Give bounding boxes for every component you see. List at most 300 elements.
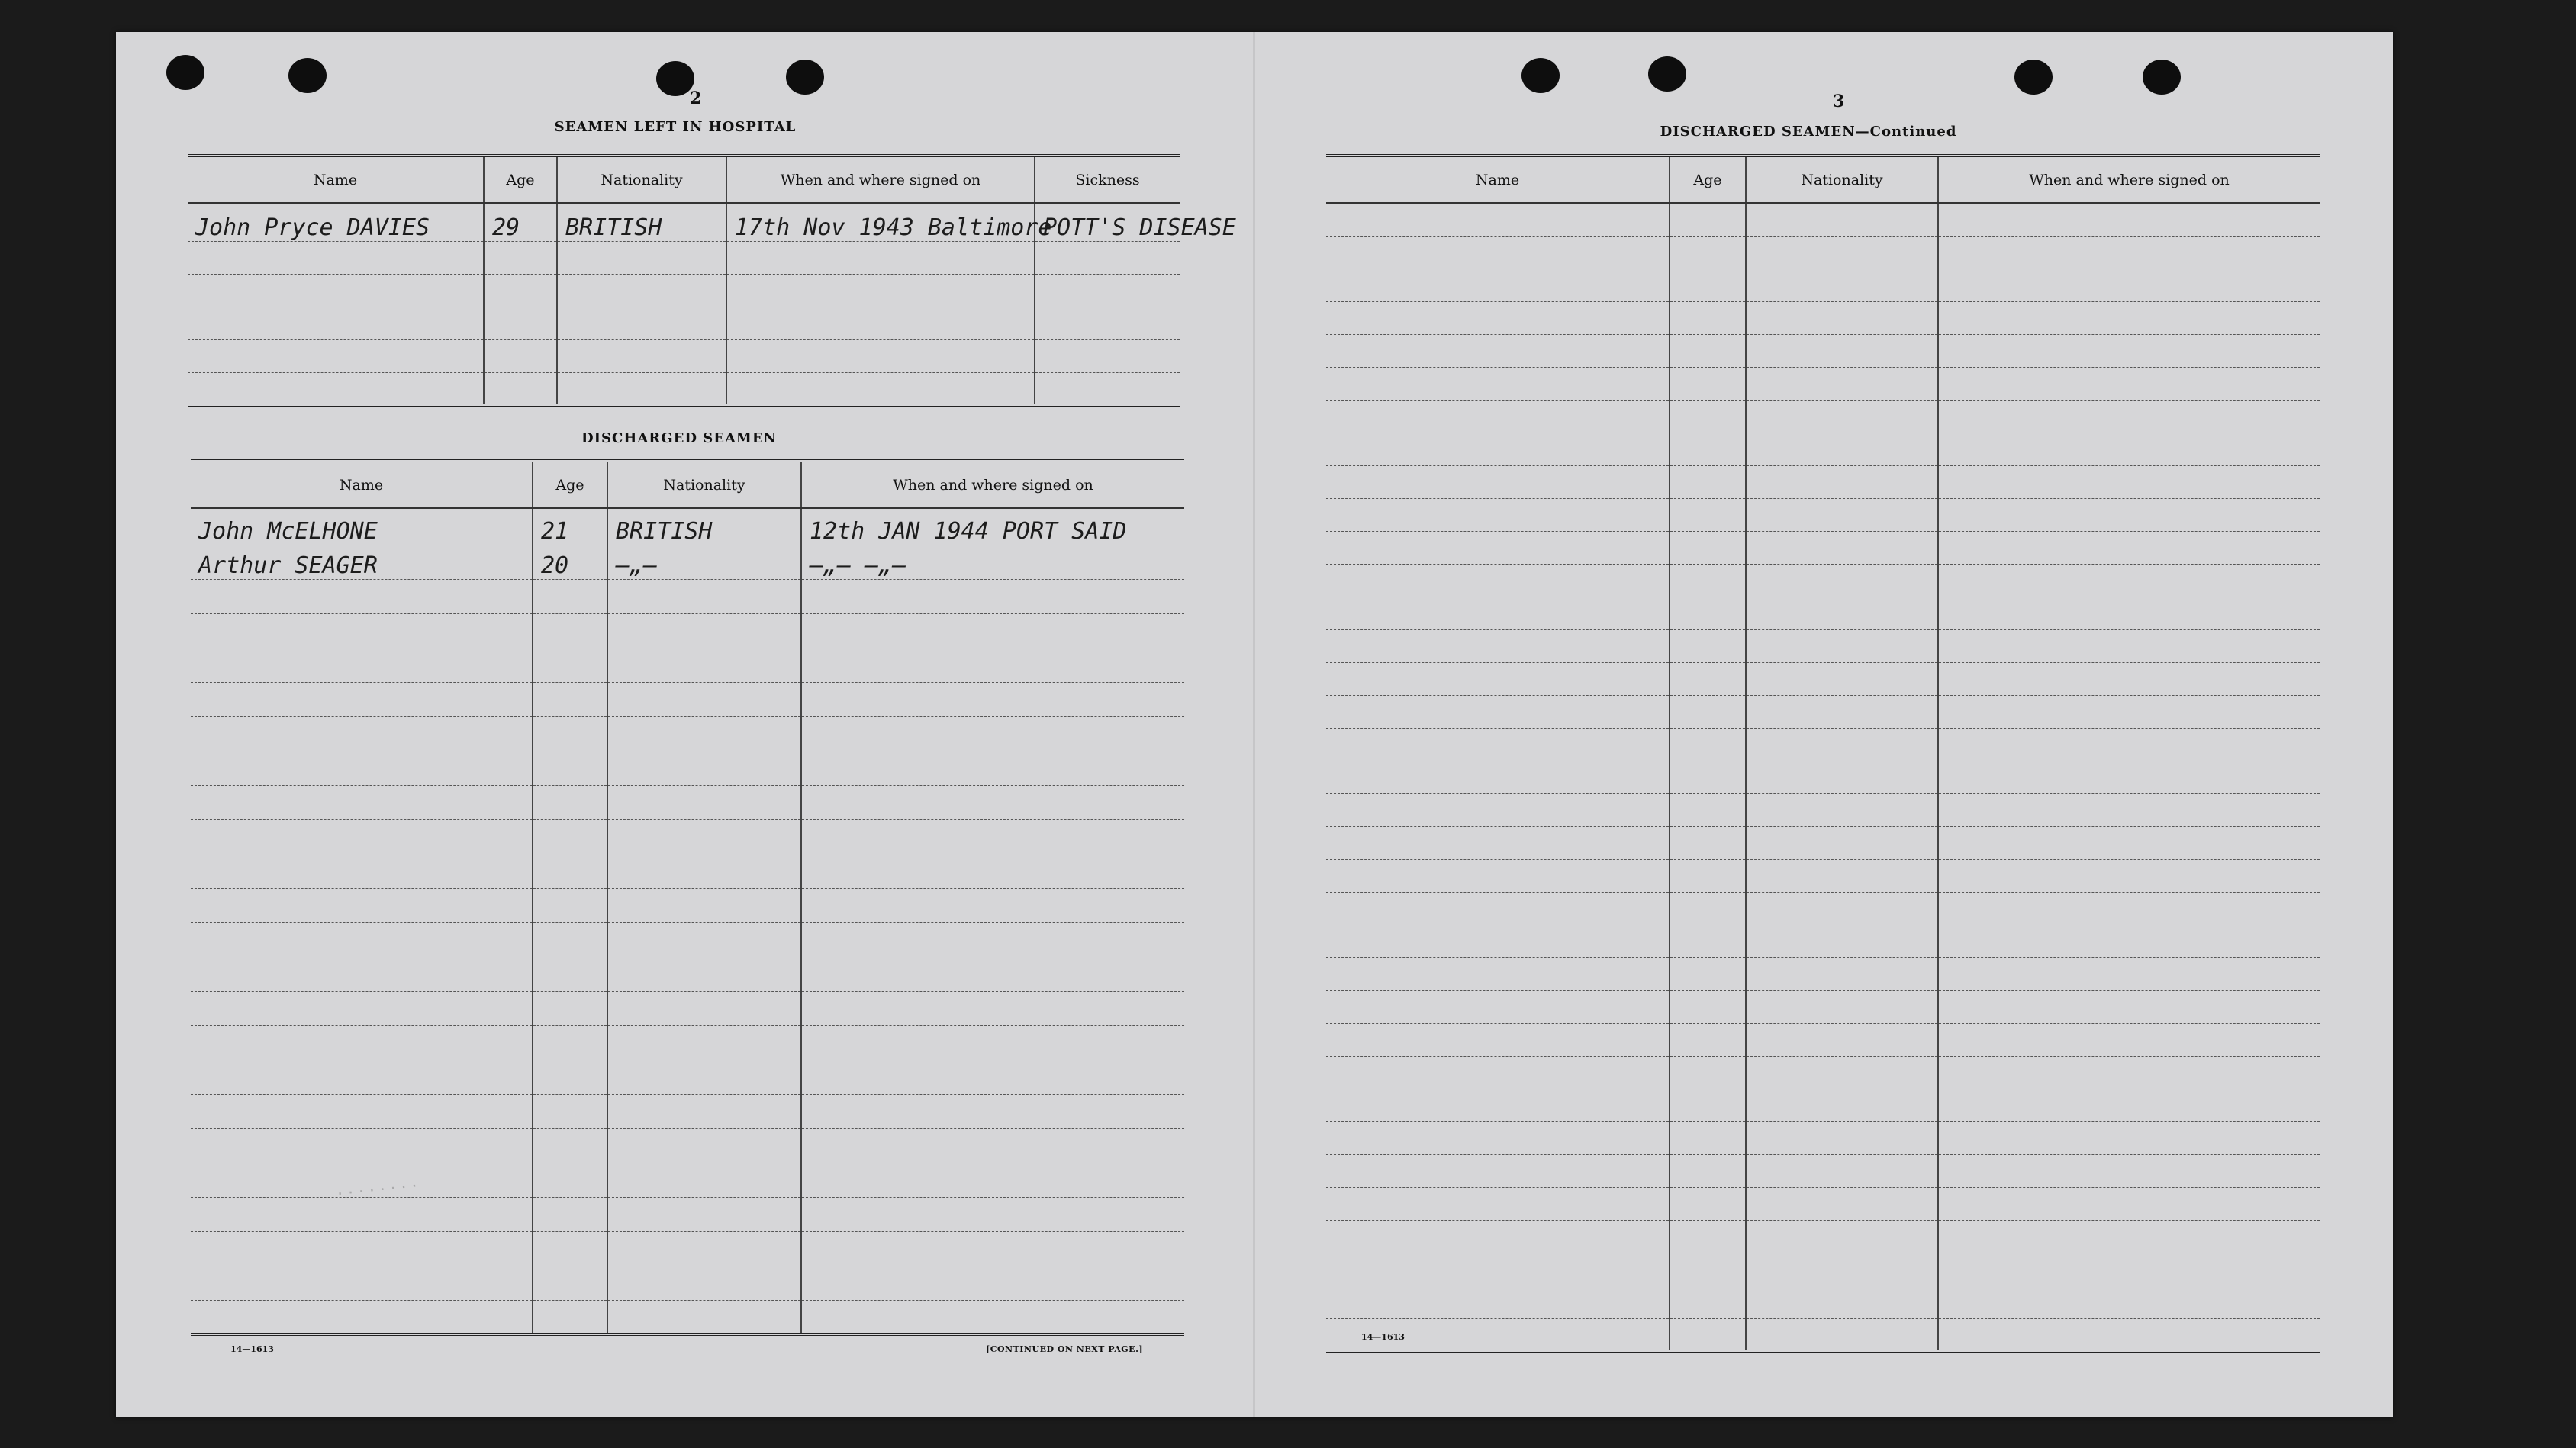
cell-signed-on [1938, 1154, 2320, 1187]
cell-signed-on [1938, 1023, 2320, 1056]
cell-age [1670, 1220, 1746, 1253]
cell-signed-on [801, 1163, 1184, 1197]
cell-signed-on: 17th Nov 1943 Baltimore [726, 203, 1035, 241]
cell-name [191, 1231, 533, 1266]
cell-signed-on [1938, 826, 2320, 859]
cell-age [1670, 925, 1746, 957]
cell-signed-on [1938, 498, 2320, 531]
cell-name [188, 372, 484, 405]
cell-name [191, 991, 533, 1025]
cell-name [1326, 203, 1670, 236]
cell-age [1670, 1056, 1746, 1089]
table-row [1326, 334, 2320, 367]
cell-name [1326, 957, 1670, 990]
form-number-left: 14—1613 [230, 1344, 274, 1354]
cell-age [1670, 1253, 1746, 1286]
table-row [191, 1094, 1184, 1128]
col-header-age: Age [484, 156, 557, 203]
table-row [1326, 203, 2320, 236]
table-row [1326, 957, 2320, 990]
cell-name [1326, 1121, 1670, 1154]
table-header-row [191, 461, 1184, 508]
table-row [191, 716, 1184, 751]
cell-name [191, 716, 533, 751]
cell-signed-on [801, 579, 1184, 613]
cell-age [1670, 531, 1746, 564]
table-row [1326, 892, 2320, 925]
table-row [1326, 367, 2320, 400]
table-row [1326, 531, 2320, 564]
cell-nationality [607, 957, 801, 991]
table-row [191, 957, 1184, 991]
col-header-signed-on: When and where signed on [1938, 156, 2320, 203]
table-row [1326, 1187, 2320, 1220]
cell-name [191, 1094, 533, 1128]
table-row [1326, 1121, 2320, 1154]
cell-signed-on [1938, 662, 2320, 695]
cell-signed-on [726, 339, 1035, 372]
cell-signed-on: –„– –„– [801, 545, 1184, 579]
cell-name [1326, 1286, 1670, 1318]
cell-name [191, 819, 533, 854]
table-row [188, 372, 1180, 405]
cell-name [188, 241, 484, 274]
table-row [191, 648, 1184, 682]
cell-age [533, 613, 607, 648]
table-row [191, 1060, 1184, 1094]
cell-age [533, 785, 607, 819]
cell-signed-on [1938, 1220, 2320, 1253]
table-row [191, 545, 1184, 579]
col-header-sickness: Sickness [1035, 156, 1180, 203]
cell-name [1326, 1253, 1670, 1286]
cell-name [191, 751, 533, 785]
cell-age [1670, 334, 1746, 367]
cell-signed-on [1938, 564, 2320, 597]
cell-signed-on [1938, 629, 2320, 662]
cell-nationality [607, 716, 801, 751]
cell-signed-on [1938, 269, 2320, 301]
cell-name [1326, 1220, 1670, 1253]
cell-name [1326, 728, 1670, 761]
cell-nationality [1746, 1089, 1938, 1121]
cell-name [1326, 990, 1670, 1023]
table-row [1326, 629, 2320, 662]
table-row [1326, 793, 2320, 826]
cell-sickness: POTT'S DISEASE [1035, 203, 1180, 241]
cell-nationality [607, 682, 801, 716]
cell-nationality [1746, 465, 1938, 498]
table-row [1326, 236, 2320, 269]
table-row [188, 274, 1180, 307]
cell-signed-on [1938, 990, 2320, 1023]
cell-signed-on [801, 888, 1184, 922]
cell-signed-on [1938, 400, 2320, 433]
form-number-right: 14—1613 [1361, 1332, 1405, 1342]
cell-age [1670, 859, 1746, 892]
cell-age [484, 241, 557, 274]
cell-age [1670, 892, 1746, 925]
continued-note: [CONTINUED ON NEXT PAGE.] [986, 1344, 1144, 1354]
cell-signed-on [726, 274, 1035, 307]
table-row [191, 508, 1184, 545]
cell-signed-on [801, 1197, 1184, 1231]
faded-stamp-mark: · · · · · · · · [336, 1176, 418, 1205]
cell-nationality [607, 854, 801, 888]
table-row [1326, 400, 2320, 433]
cell-nationality [557, 241, 726, 274]
cell-age [533, 957, 607, 991]
page-fold [1253, 32, 1255, 1417]
cell-name [1326, 1187, 1670, 1220]
table-row [1326, 498, 2320, 531]
cell-nationality [1746, 695, 1938, 728]
cell-signed-on [1938, 1089, 2320, 1121]
table-row [191, 854, 1184, 888]
punch-hole [2143, 60, 2181, 95]
cell-nationality [1746, 531, 1938, 564]
cell-name [191, 1266, 533, 1300]
cell-age [1670, 826, 1746, 859]
cell-age: 21 [533, 508, 607, 545]
table-row [191, 922, 1184, 957]
discharged-continued-title: DISCHARGED SEAMEN—Continued [1660, 124, 1957, 140]
col-header-nationality: Nationality [1746, 156, 1938, 203]
cell-name [191, 613, 533, 648]
cell-signed-on [1938, 925, 2320, 957]
table-row [188, 307, 1180, 339]
cell-name [191, 785, 533, 819]
cell-signed-on [1938, 531, 2320, 564]
table-row [1326, 269, 2320, 301]
col-header-name: Name [1326, 156, 1670, 203]
cell-nationality [1746, 367, 1938, 400]
cell-name [1326, 269, 1670, 301]
cell-signed-on [1938, 728, 2320, 761]
cell-nationality [607, 1094, 801, 1128]
cell-age [533, 1094, 607, 1128]
table-row [191, 751, 1184, 785]
cell-name [1326, 531, 1670, 564]
cell-nationality: –„– [607, 545, 801, 579]
cell-nationality [607, 1128, 801, 1163]
table-row [1326, 859, 2320, 892]
cell-age: 20 [533, 545, 607, 579]
table-row [188, 241, 1180, 274]
col-header-signed-on: When and where signed on [726, 156, 1035, 203]
cell-signed-on [801, 751, 1184, 785]
cell-signed-on [801, 785, 1184, 819]
cell-signed-on [1938, 892, 2320, 925]
table-row [1326, 1089, 2320, 1121]
cell-nationality [1746, 1121, 1938, 1154]
cell-signed-on [801, 1266, 1184, 1300]
table-row [188, 203, 1180, 241]
cell-nationality [607, 991, 801, 1025]
cell-age [1670, 793, 1746, 826]
cell-nationality [557, 339, 726, 372]
cell-name [1326, 400, 1670, 433]
cell-signed-on [1938, 367, 2320, 400]
cell-nationality [1746, 761, 1938, 793]
cell-sickness [1035, 241, 1180, 274]
cell-signed-on [1938, 597, 2320, 629]
table-header-row [188, 156, 1180, 203]
cell-name [191, 888, 533, 922]
cell-name [1326, 629, 1670, 662]
cell-signed-on [801, 922, 1184, 957]
cell-name [1326, 892, 1670, 925]
table-row [191, 1300, 1184, 1334]
cell-nationality [1746, 629, 1938, 662]
cell-name [191, 1128, 533, 1163]
cell-age [533, 1197, 607, 1231]
table-row [1326, 728, 2320, 761]
cell-age [1670, 990, 1746, 1023]
cell-sickness [1035, 274, 1180, 307]
cell-nationality [557, 307, 726, 339]
cell-nationality [1746, 1220, 1938, 1253]
cell-age [1670, 695, 1746, 728]
table-row [1326, 1023, 2320, 1056]
cell-signed-on [801, 1128, 1184, 1163]
cell-name [1326, 826, 1670, 859]
cell-nationality [1746, 1023, 1938, 1056]
cell-name [1326, 859, 1670, 892]
cell-nationality [607, 1060, 801, 1094]
cell-signed-on [801, 819, 1184, 854]
table-row [1326, 1286, 2320, 1318]
cell-name [1326, 597, 1670, 629]
cell-name [1326, 465, 1670, 498]
cell-signed-on [1938, 695, 2320, 728]
cell-name [1326, 1154, 1670, 1187]
cell-name [1326, 334, 1670, 367]
cell-age [1670, 465, 1746, 498]
cell-age [1670, 1286, 1746, 1318]
cell-name [1326, 498, 1670, 531]
cell-nationality [607, 1266, 801, 1300]
table-row [1326, 925, 2320, 957]
punch-hole [1521, 58, 1560, 93]
page-number-right: 3 [1833, 92, 1845, 111]
cell-name [191, 1060, 533, 1094]
cell-signed-on [1938, 761, 2320, 793]
table-row [191, 785, 1184, 819]
cell-signed-on [801, 854, 1184, 888]
table-row [188, 339, 1180, 372]
cell-nationality [557, 274, 726, 307]
table-row [1326, 1318, 2320, 1351]
cell-name [1326, 925, 1670, 957]
cell-signed-on [1938, 1187, 2320, 1220]
cell-age [533, 1025, 607, 1060]
cell-name [1326, 564, 1670, 597]
table-header-row [1326, 156, 2320, 203]
cell-nationality [607, 613, 801, 648]
col-header-signed-on: When and where signed on [801, 461, 1184, 508]
col-header-name: Name [191, 461, 533, 508]
cell-age [1670, 1154, 1746, 1187]
cell-nationality [1746, 433, 1938, 465]
cell-signed-on [1938, 793, 2320, 826]
cell-nationality [1746, 1253, 1938, 1286]
cell-age [1670, 367, 1746, 400]
cell-signed-on [1938, 957, 2320, 990]
cell-name [188, 339, 484, 372]
cell-age [1670, 1318, 1746, 1351]
cell-age [533, 1128, 607, 1163]
cell-age [1670, 203, 1746, 236]
cell-name [1326, 433, 1670, 465]
cell-name [191, 648, 533, 682]
cell-signed-on [1938, 1286, 2320, 1318]
cell-nationality [1746, 925, 1938, 957]
cell-nationality [607, 579, 801, 613]
cell-age [1670, 236, 1746, 269]
cell-age [1670, 301, 1746, 334]
table-row [1326, 433, 2320, 465]
cell-name [191, 682, 533, 716]
table-row [191, 1128, 1184, 1163]
cell-signed-on [801, 957, 1184, 991]
cell-nationality [607, 888, 801, 922]
cell-age [533, 1300, 607, 1334]
cell-nationality [607, 751, 801, 785]
cell-signed-on [801, 1231, 1184, 1266]
punch-hole [2014, 60, 2053, 95]
cell-age [533, 716, 607, 751]
document-sheet [116, 32, 2393, 1417]
cell-signed-on [726, 372, 1035, 405]
cell-nationality [607, 1025, 801, 1060]
cell-age [533, 751, 607, 785]
cell-nationality [1746, 400, 1938, 433]
cell-age [1670, 957, 1746, 990]
cell-age [1670, 761, 1746, 793]
cell-nationality [1746, 334, 1938, 367]
cell-name [191, 579, 533, 613]
cell-age [533, 1060, 607, 1094]
punch-hole [166, 55, 204, 90]
cell-age [533, 1266, 607, 1300]
cell-name [1326, 1089, 1670, 1121]
cell-sickness [1035, 372, 1180, 405]
table-row [1326, 1253, 2320, 1286]
cell-signed-on [801, 682, 1184, 716]
cell-nationality [607, 1231, 801, 1266]
cell-nationality [607, 922, 801, 957]
cell-nationality [1746, 728, 1938, 761]
cell-signed-on [1938, 1318, 2320, 1351]
cell-nationality [1746, 203, 1938, 236]
cell-age [533, 991, 607, 1025]
table-row [191, 819, 1184, 854]
cell-nationality [1746, 826, 1938, 859]
cell-age [533, 1163, 607, 1197]
cell-nationality [1746, 597, 1938, 629]
table-row [1326, 597, 2320, 629]
cell-signed-on [801, 1300, 1184, 1334]
table-row [1326, 465, 2320, 498]
cell-age [1670, 1023, 1746, 1056]
cell-age [484, 274, 557, 307]
cell-age [1670, 1089, 1746, 1121]
table-row [1326, 826, 2320, 859]
cell-name [1326, 793, 1670, 826]
table-row [191, 682, 1184, 716]
cell-name [188, 307, 484, 339]
cell-age [533, 682, 607, 716]
cell-signed-on [1938, 236, 2320, 269]
table-row [1326, 301, 2320, 334]
cell-name [1326, 236, 1670, 269]
cell-age [1670, 728, 1746, 761]
cell-name [191, 1197, 533, 1231]
cell-nationality [1746, 1056, 1938, 1089]
cell-nationality [607, 819, 801, 854]
cell-nationality [1746, 269, 1938, 301]
table-row [191, 991, 1184, 1025]
col-header-age: Age [533, 461, 607, 508]
cell-name [191, 957, 533, 991]
cell-name [1326, 1023, 1670, 1056]
cell-name [1326, 1056, 1670, 1089]
cell-age [484, 372, 557, 405]
cell-age [533, 819, 607, 854]
cell-sickness [1035, 307, 1180, 339]
cell-nationality [1746, 1154, 1938, 1187]
cell-name [1326, 367, 1670, 400]
punch-hole [656, 61, 694, 96]
cell-signed-on [726, 307, 1035, 339]
cell-age [533, 648, 607, 682]
discharged-table [191, 459, 1184, 1336]
cell-age: 29 [484, 203, 557, 241]
punch-hole [786, 60, 824, 95]
table-row [191, 1025, 1184, 1060]
cell-age [1670, 662, 1746, 695]
cell-name [1326, 301, 1670, 334]
cell-name [191, 1025, 533, 1060]
cell-age [1670, 597, 1746, 629]
cell-nationality [557, 372, 726, 405]
cell-age [1670, 498, 1746, 531]
table-row [1326, 695, 2320, 728]
cell-name [191, 854, 533, 888]
hospital-section-title: SEAMEN LEFT IN HOSPITAL [554, 119, 797, 135]
cell-signed-on [1938, 1121, 2320, 1154]
discharged-continued-table [1326, 154, 2320, 1353]
cell-name [188, 274, 484, 307]
cell-name [1326, 761, 1670, 793]
cell-signed-on [801, 1025, 1184, 1060]
punch-hole [1648, 56, 1686, 92]
hospital-table [188, 154, 1236, 407]
cell-nationality: BRITISH [557, 203, 726, 241]
cell-signed-on [1938, 1056, 2320, 1089]
cell-nationality [1746, 793, 1938, 826]
cell-nationality: BRITISH [607, 508, 801, 545]
cell-age [533, 1231, 607, 1266]
cell-nationality [1746, 957, 1938, 990]
table-row [1326, 761, 2320, 793]
punch-hole [288, 58, 327, 93]
table-row [191, 579, 1184, 613]
cell-nationality [607, 648, 801, 682]
table-row [1326, 564, 2320, 597]
cell-signed-on [1938, 859, 2320, 892]
